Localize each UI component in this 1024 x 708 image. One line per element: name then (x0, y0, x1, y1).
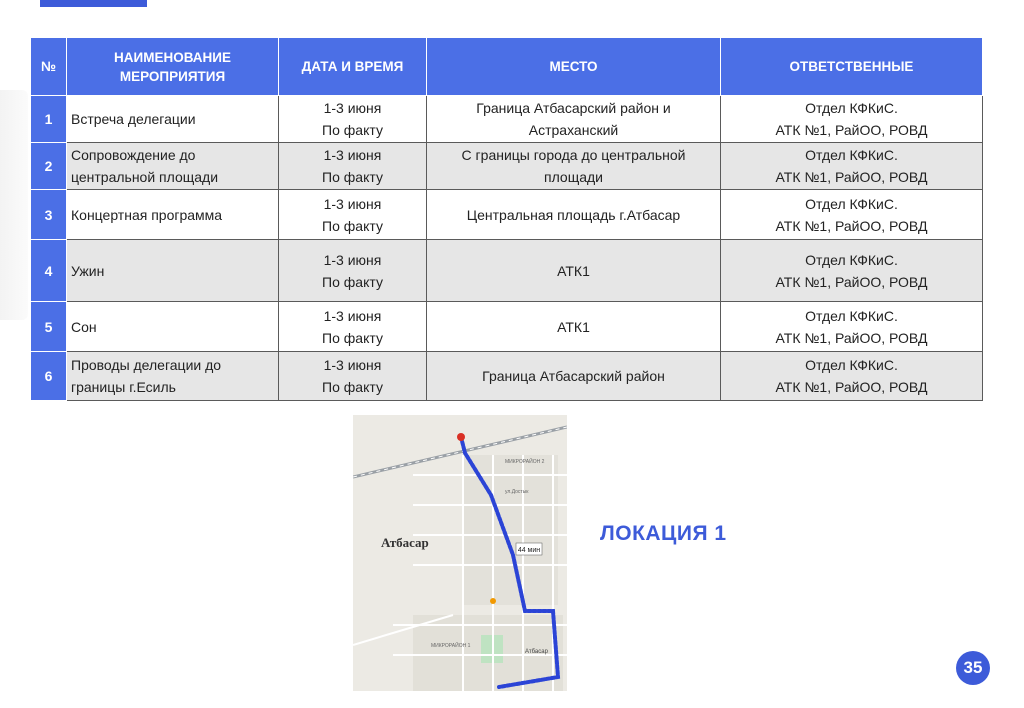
date-time (279, 190, 427, 240)
row-number: 6 (31, 352, 67, 401)
responsible (721, 240, 983, 302)
place: АТК1 (427, 302, 721, 352)
responsible-line-2: АТК №1, РайОО, РОВД (775, 122, 928, 138)
table-row (31, 352, 983, 401)
event-name: Встреча делегации (67, 96, 279, 143)
table-row (31, 240, 983, 302)
responsible (721, 96, 983, 143)
time: По факту (322, 329, 383, 346)
route-map-svg (353, 415, 567, 691)
event-name: Концертная программа (67, 190, 279, 240)
responsible-line-1: Отдел КФКиС. (805, 195, 898, 212)
time: По факту (322, 379, 383, 395)
route-start-marker (457, 433, 465, 441)
header-date: ДАТА И ВРЕМЯ (279, 38, 427, 96)
place: АТК1 (427, 240, 721, 302)
responsible-line-2: АТК №1, РайОО, РОВД (775, 169, 928, 185)
responsible-line-1: Отдел КФКиС. (805, 357, 898, 373)
event-name: Проводы делегации до границы г.Есиль (67, 352, 279, 401)
responsible-line-1: Отдел КФКиС. (805, 307, 898, 324)
map-city-label: Атбасар (381, 535, 429, 550)
event-name: Сопровождение до центральной площади (67, 143, 279, 190)
date: 1-3 июня (323, 357, 382, 373)
map-district-label-2: МИКРОРАЙОН 1 (431, 643, 471, 649)
schedule-table (30, 37, 983, 401)
responsible (721, 302, 983, 352)
responsible-line-1: Отдел КФКиС. (805, 147, 898, 163)
top-accent-bar (40, 0, 147, 7)
responsible-line-2: АТК №1, РайОО, РОВД (775, 217, 928, 234)
date: 1-3 июня (323, 251, 382, 268)
date: 1-3 июня (323, 100, 382, 116)
row-number: 2 (31, 143, 67, 190)
table-row (31, 302, 983, 352)
place: Граница Атбасарский район и Астраханский (427, 96, 721, 143)
time: По факту (322, 169, 383, 185)
location-title: ЛОКАЦИЯ 1 (600, 522, 727, 545)
row-number: 3 (31, 190, 67, 240)
map-district-label: МИКРОРАЙОН 2 (505, 459, 545, 465)
event-name: Сон (67, 302, 279, 352)
place: С границы города до центральной площади (427, 143, 721, 190)
date-time (279, 143, 427, 190)
row-number: 5 (31, 302, 67, 352)
time: По факту (322, 273, 383, 290)
responsible-line-2: АТК №1, РайОО, РОВД (775, 379, 928, 395)
place: Центральная площадь г.Атбасар (427, 190, 721, 240)
header-place: МЕСТО (427, 38, 721, 96)
page-number-badge: 35 (956, 651, 990, 685)
date-time (279, 96, 427, 143)
header-event: НАИМЕНОВАНИЕ МЕРОПРИЯТИЯ (67, 38, 279, 96)
place: Граница Атбасарский район (427, 352, 721, 401)
time: По факту (322, 122, 383, 138)
map-poi-label: Атбасар (525, 649, 548, 655)
event-name: Ужин (67, 240, 279, 302)
responsible-line-1: Отдел КФКиС. (805, 100, 898, 116)
responsible-line-1: Отдел КФКиС. (805, 251, 898, 268)
responsible-line-2: АТК №1, РайОО, РОВД (775, 329, 928, 346)
date-time (279, 302, 427, 352)
date: 1-3 июня (323, 147, 382, 163)
map-street-label: ул.Достык (505, 489, 529, 495)
responsible (721, 143, 983, 190)
table-row (31, 143, 983, 190)
distance-label: 44 мин (517, 547, 541, 554)
header-number: № (31, 38, 67, 96)
row-number: 4 (31, 240, 67, 302)
responsible (721, 352, 983, 401)
time: По факту (322, 217, 383, 234)
poi-marker (490, 598, 496, 604)
responsible-line-2: АТК №1, РайОО, РОВД (775, 273, 928, 290)
responsible (721, 190, 983, 240)
background-decoration (0, 90, 28, 320)
row-number: 1 (31, 96, 67, 143)
date-time (279, 240, 427, 302)
table-header-row (31, 38, 983, 96)
route-map-image (353, 415, 567, 691)
date-time (279, 352, 427, 401)
header-responsible: ОТВЕТСТВЕННЫЕ (721, 38, 983, 96)
table-row (31, 96, 983, 143)
table-row (31, 190, 983, 240)
date: 1-3 июня (323, 195, 382, 212)
date: 1-3 июня (323, 307, 382, 324)
